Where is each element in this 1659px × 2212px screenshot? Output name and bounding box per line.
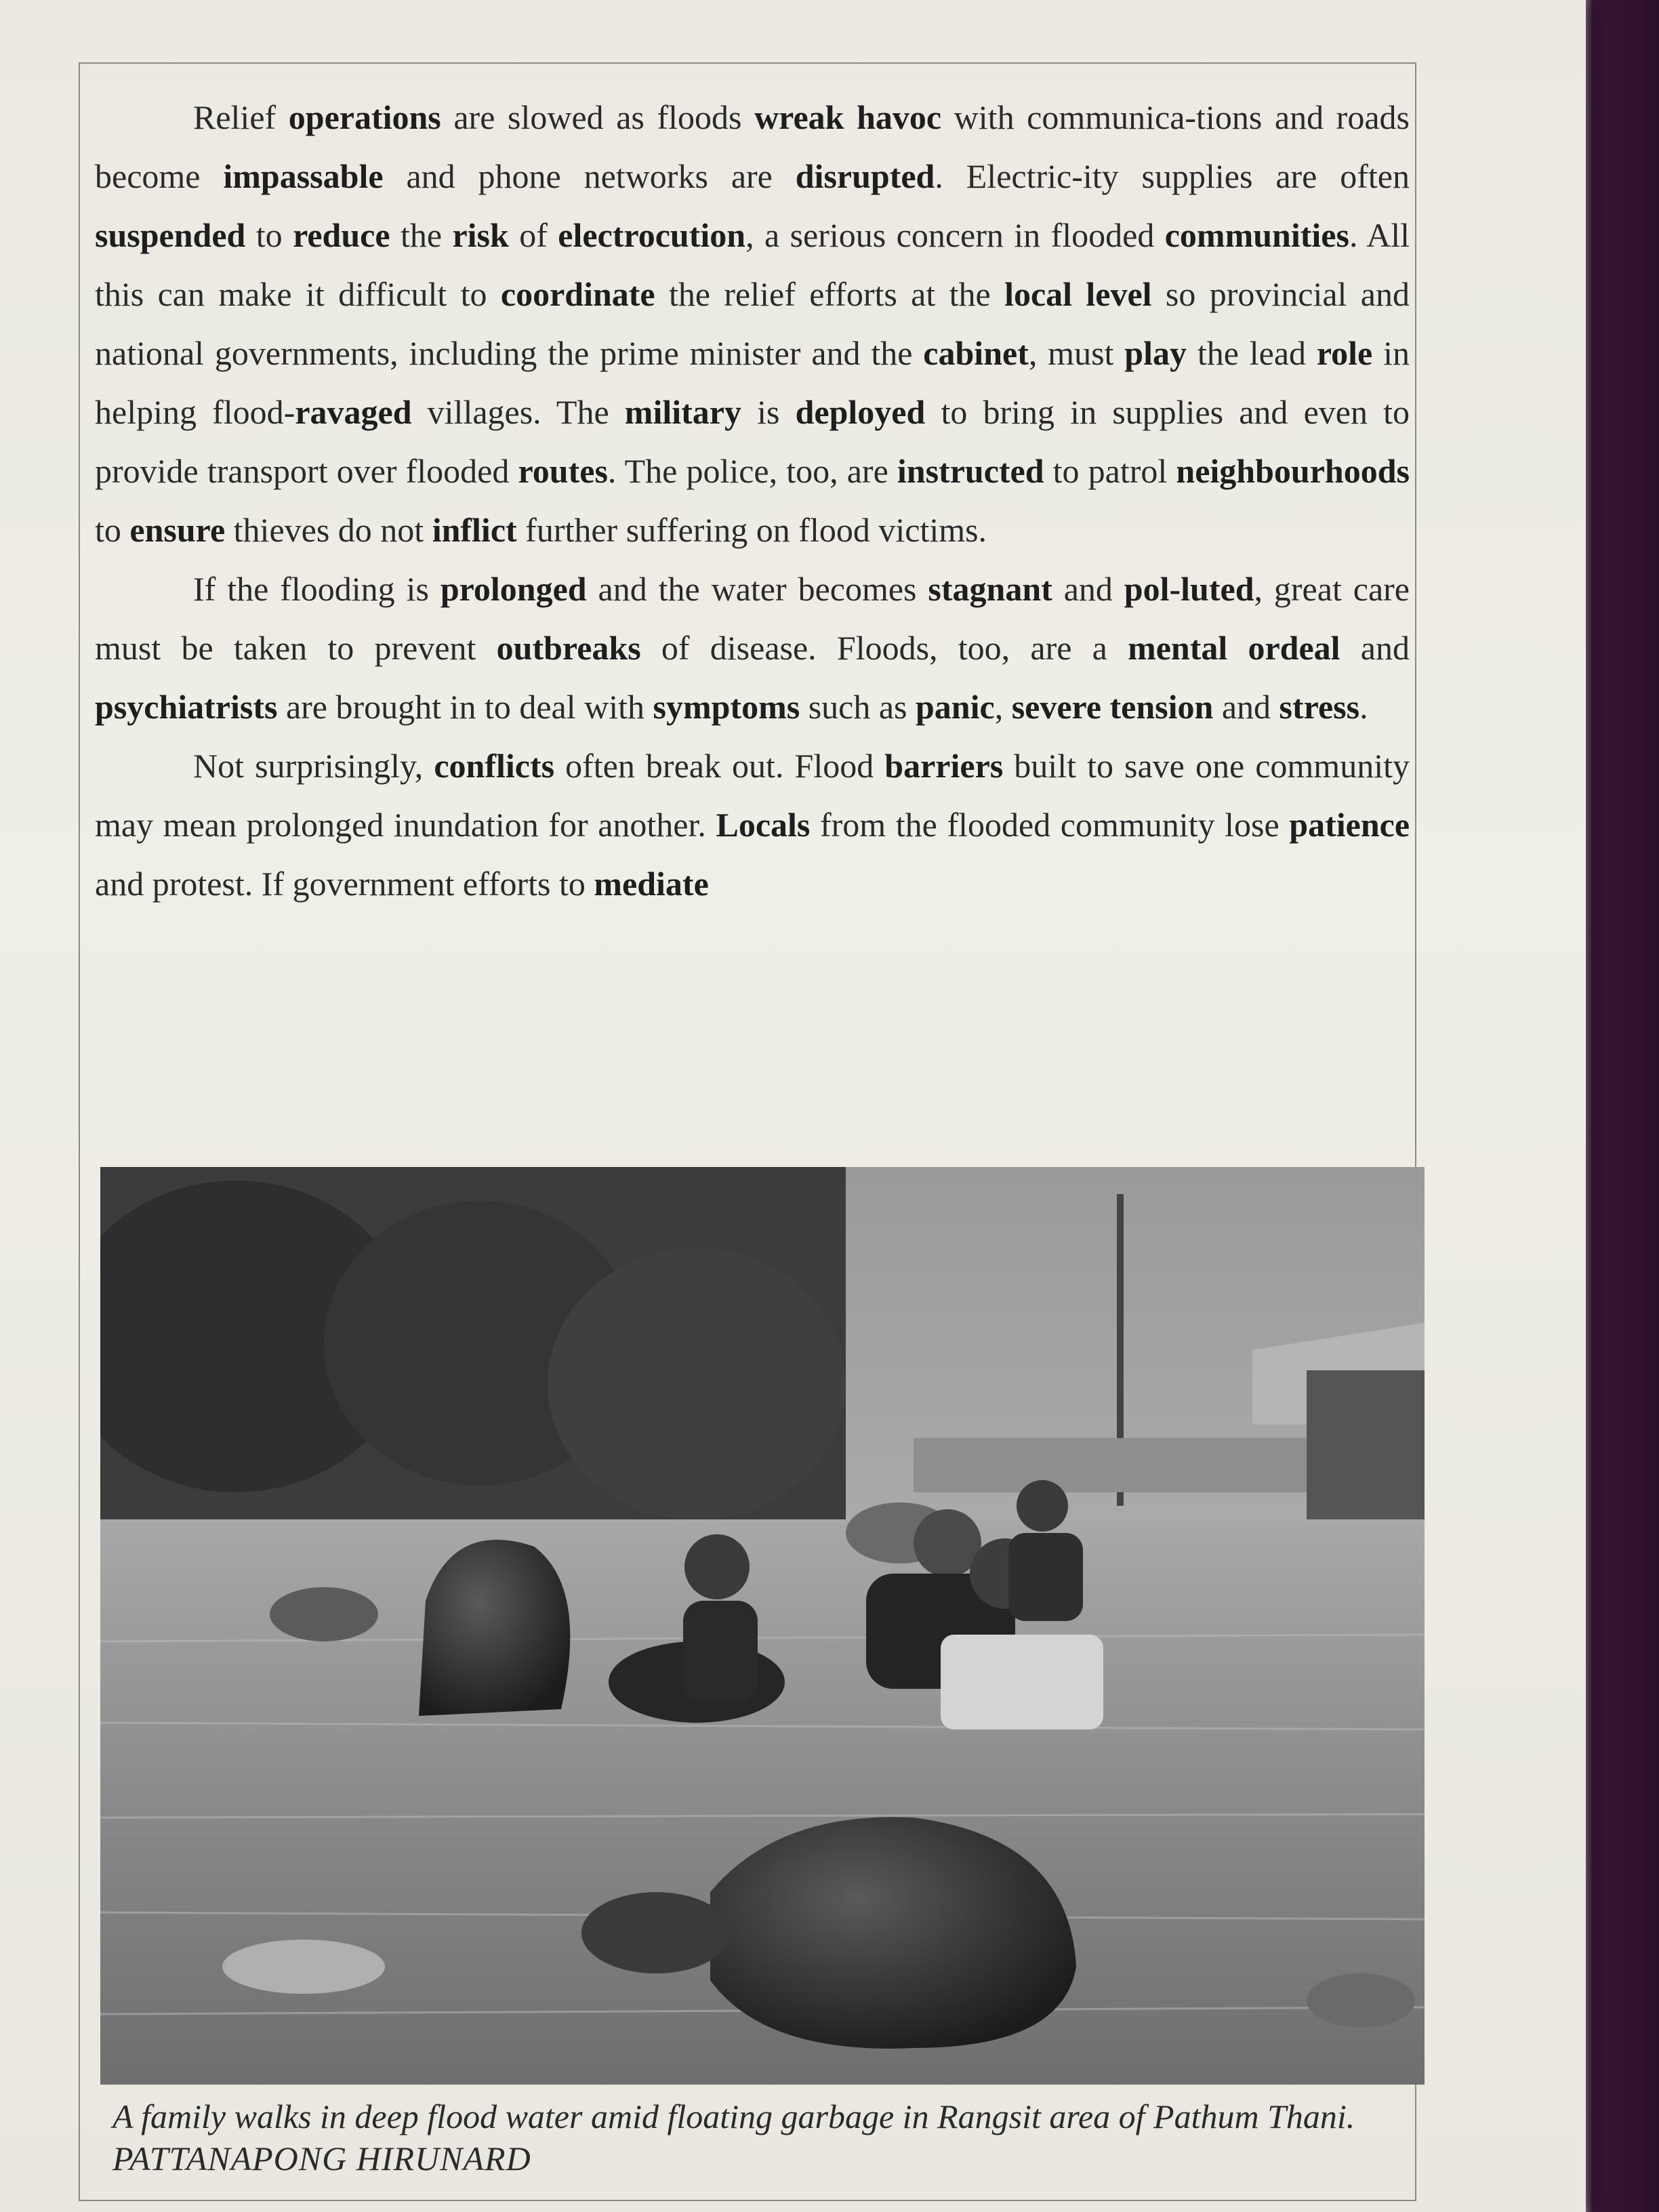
keyword: reduce: [293, 216, 390, 254]
keyword: deployed: [795, 393, 926, 431]
paragraph-3: [95, 737, 1410, 914]
text-run: thieves do not: [225, 511, 432, 549]
text-run: , must: [1028, 334, 1125, 372]
text-run: often break out. Flood: [554, 747, 885, 785]
text-run: the: [390, 216, 453, 254]
keyword: pol-luted: [1124, 570, 1254, 608]
text-run: .: [1359, 688, 1368, 726]
text-run: in helping flood-: [95, 334, 1410, 431]
photo-credit: PATTANAPONG HIRUNARD: [112, 2139, 531, 2177]
keyword: disrupted: [795, 157, 935, 195]
keyword: military: [624, 393, 741, 431]
paragraph-1: [95, 88, 1410, 560]
keyword: routes: [518, 452, 608, 490]
keyword: barriers: [884, 747, 1004, 785]
text-run: built to save one community may mean prolonged inundation for another.: [95, 747, 1410, 844]
paragraph-2: [95, 560, 1410, 737]
text-run: and phone networks are: [383, 157, 796, 195]
keyword: play: [1124, 334, 1187, 372]
keyword: panic: [916, 688, 995, 726]
text-run: of: [508, 216, 558, 254]
text-run: from the flooded community lose: [810, 806, 1290, 844]
text-run: to: [95, 511, 130, 549]
text-run: If the flooding is: [193, 570, 441, 608]
keyword: inflict: [432, 511, 517, 549]
text-run: the lead: [1186, 334, 1317, 372]
keyword: outbreaks: [496, 629, 641, 667]
keyword: operations: [288, 98, 441, 136]
keyword: communities: [1164, 216, 1349, 254]
text-run: to: [245, 216, 293, 254]
text-run: and: [1340, 629, 1410, 667]
text-run: and the water becomes: [586, 570, 928, 608]
keyword: coordinate: [500, 275, 655, 313]
text-run: Relief: [193, 98, 289, 136]
keyword: psychiatrists: [95, 688, 278, 726]
text-run: . Electric-ity supplies are often: [935, 157, 1410, 195]
photo-caption: [112, 2095, 1400, 2179]
keyword: symptoms: [653, 688, 800, 726]
text-run: such as: [800, 688, 916, 726]
keyword: ravaged: [295, 393, 412, 431]
keyword: prolonged: [440, 570, 587, 608]
text-run: are slowed as floods: [441, 98, 755, 136]
text-run: and: [1213, 688, 1279, 726]
keyword: neighbourhoods: [1176, 452, 1410, 490]
text-run: villages. The: [411, 393, 625, 431]
keyword: impassable: [223, 157, 384, 195]
text-run: of disease. Floods, too, are a: [640, 629, 1128, 667]
keyword: patience: [1289, 806, 1410, 844]
keyword: risk: [452, 216, 509, 254]
text-run: , great care must be taken to prevent: [95, 570, 1410, 667]
keyword: electrocution: [558, 216, 746, 254]
keyword: stress: [1279, 688, 1360, 726]
text-run: . The police, too, are: [607, 452, 897, 490]
keyword: cabinet: [923, 334, 1029, 372]
keyword: local level: [1004, 275, 1152, 313]
flood-photo: [100, 1167, 1425, 2085]
text-run: further suffering on flood victims.: [516, 511, 987, 549]
caption-text: A family walks in deep flood water amid floating garbage in Rangsit area of Pathum Thani.: [112, 2097, 1355, 2135]
article-body: [95, 88, 1410, 914]
keyword: stagnant: [928, 570, 1052, 608]
keyword: severe tension: [1011, 688, 1214, 726]
keyword: mediate: [594, 865, 709, 903]
text-run: so provincial and national governments, including the prime minister and the: [95, 275, 1410, 372]
text-run: ,: [994, 688, 1012, 726]
text-run: . All this can make it difficult to: [95, 216, 1410, 313]
keyword: role: [1316, 334, 1373, 372]
text-run: with communica-tions and roads become: [95, 98, 1410, 195]
keyword: suspended: [95, 216, 246, 254]
keyword: mental ordeal: [1128, 629, 1340, 667]
text-run: is: [741, 393, 796, 431]
keyword: ensure: [129, 511, 226, 549]
keyword: instructed: [897, 452, 1044, 490]
text-run: and: [1052, 570, 1124, 608]
text-run: and protest. If government efforts to: [95, 865, 594, 903]
text-run: Not surprisingly,: [193, 747, 434, 785]
text-run: to bring in supplies and even to provide transport over flooded: [95, 393, 1410, 490]
text-run: are brought in to deal with: [277, 688, 653, 726]
keyword: conflicts: [434, 747, 555, 785]
text-run: to patrol: [1044, 452, 1176, 490]
text-run: , a serious concern in flooded: [745, 216, 1165, 254]
keyword: wreak havoc: [754, 98, 942, 136]
keyword: Locals: [716, 806, 811, 844]
text-run: the relief efforts at the: [655, 275, 1005, 313]
